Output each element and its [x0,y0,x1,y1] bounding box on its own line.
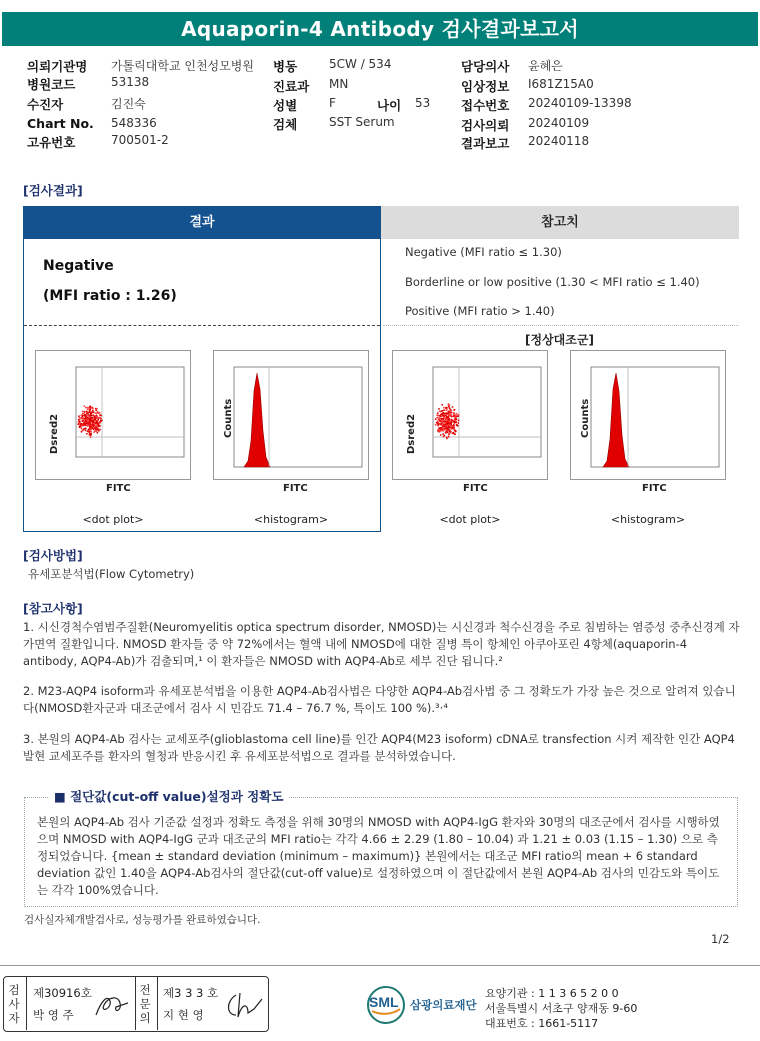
signature-box [3,976,269,1032]
scatter-dot [437,423,439,425]
patient-hist-xlabel: FITC [283,483,308,494]
scatter-dot [100,420,102,422]
scatter-dot [456,413,458,415]
specimen-label: 검체 [273,117,298,132]
scatter-dot [448,414,450,416]
scatter-dot [447,429,449,431]
scatter-dot [79,417,81,419]
ward-value: 5CW / 534 [329,57,392,71]
scatter-dot [451,426,453,428]
specimen-value: SST Serum [329,115,395,129]
scatter-dot [84,411,86,413]
hospital-code-value: 53138 [111,75,150,89]
scatter-dot [454,421,456,423]
scatter-dot [441,404,443,406]
scatter-dot [89,426,91,428]
receipt-value: 20240109-13398 [528,96,632,110]
scatter-dot [439,421,441,423]
notes-section-title: [참고사항] [23,601,83,616]
age-value: 53 [415,96,431,110]
scatter-dot [442,433,444,435]
scatter-dot [92,408,94,410]
unique-value: 700501-2 [111,133,169,147]
scatter-dot [92,424,94,426]
scatter-dot [88,431,90,433]
scatter-dot [97,432,99,434]
scatter-dot [445,418,447,420]
scatter-dot [91,419,93,421]
sex-value: F [329,96,336,110]
receipt-label: 접수번호 [461,98,510,113]
report-title: Aquaporin-4 Antibody 검사결과보고서 [2,12,758,46]
scatter-dot [435,424,437,426]
scatter-dot [84,418,86,420]
scatter-dot [86,411,88,413]
scatter-dot [439,427,441,429]
reviewer-name: 지 현 영 [163,1008,204,1022]
scatter-dot [454,433,456,435]
dept-value: MN [329,77,349,91]
scatter-dot [445,407,447,409]
scatter-dot [446,412,448,414]
scatter-dot [437,412,439,414]
scatter-dot [82,413,84,415]
reviewer-number: 제3 3 3 호 [163,986,219,1000]
clinical-label: 임상정보 [461,79,510,94]
patient-dot-caption: <dot plot> [82,513,144,526]
scatter-dot [446,438,448,440]
scatter-dot [437,414,439,416]
scatter-dot [82,429,84,431]
scatter-dot [450,422,452,424]
scatter-dot [451,419,453,421]
sex-label: 성별 [273,98,298,113]
scatter-dot [90,407,92,409]
scatter-dot [86,417,88,419]
patient-dot-ylabel: Dsred2 [49,413,60,454]
scatter-dot [453,424,455,426]
scatter-dot [86,414,88,416]
scatter-dot [440,424,442,426]
scatter-dot [88,429,90,431]
scatter-dot [456,424,458,426]
scatter-dot [82,420,84,422]
ref-borderline: Borderline or low positive (1.30 < MFI ratio ≤ 1.40) [405,275,700,289]
scatter-dot [82,410,84,412]
patient-label: 수진자 [27,97,64,112]
org-name: 삼광의료재단 [410,998,477,1012]
scatter-dot [96,420,98,422]
scatter-dot [93,423,95,425]
org-phone: 대표번호 : 1661-5117 [485,1017,599,1030]
scatter-dot [99,422,101,424]
scatter-dot [441,410,443,412]
hospital-code-label: 병원코드 [27,77,76,92]
scatter-dot [455,421,457,423]
control-hist-ylabel: Counts [580,398,591,438]
method-section-title: [검사방법] [23,548,83,563]
scatter-dot [93,431,95,433]
patient-histogram [213,350,369,480]
ref-negative: Negative (MFI ratio ≤ 1.30) [405,245,562,259]
scatter-dot [438,408,440,410]
validation-note: 검사실자체개발검사로, 성능평가를 완료하였습니다. [24,914,261,926]
scatter-dot [86,420,88,422]
scatter-dot [447,417,449,419]
scatter-dot [436,422,438,424]
scatter-dot [443,421,445,423]
control-dot-xlabel: FITC [463,483,488,494]
note-paragraph-1: 1. 시신경척수염범주질환(Neuromyelitis optica spectrum disorder, NMOSD)는 시신경과 척수신경을 주로 침범하는 염증성 중추신경계 자가면역 질환입니다. NMOSD 환자들 중 약 72%에서는 혈액 내에 NMOSD에 대한 질병 특이 항체인 아쿠아포린 4항체(aquaporin-4 antibody, AQP4-Ab)가 검출되며,¹ 이 환자들은 NMOSD with AQP4-Ab로 세부 진단 됩니다.² [23,620,740,668]
control-dot-caption: <dot plot> [439,513,501,526]
control-hist-xlabel: FITC [642,483,667,494]
scatter-dot [85,424,87,426]
scatter-dot [443,407,445,409]
cutoff-body: 본원의 AQP4-Ab 검사 기준값 설정과 정확도 측정을 위해 30명의 NMOSD with AQP4-IgG 환자와 30명의 대조군에서 검사를 시행하였으며 NMOSD with AQP4-IgG 군과 대조군의 MFI ratio는 각각 4.66 ± 2.29 (1.80 – 10.04) 과 1.21 ± 0.03 (1.15 – 1.30) 으로 측정되었습니다. {mean ± standard deviation (minimum – maximum)} 본원에서는 대조군 MFI ratio의 mean + 6 standard deviation 값인 1.40을 AQP4-Ab검사의 절단값(cut-off value)로 설정하였으며 이 절단값에서 본원 AQP4-Ab 검사의 민감도와 특이도는 각각 100%였습니다. [37,815,720,897]
scatter-dot [446,409,448,411]
method-text: 유세포분석법(Flow Cytometry) [28,567,195,581]
scatter-dot [87,413,89,415]
inspector-vertical-label: 검사자 [8,983,20,1025]
scatter-dot [435,418,437,420]
scatter-dot [442,418,444,420]
org-registration: 요양기관 : 1 1 3 6 5 2 0 0 [485,987,619,1000]
scatter-dot [447,423,449,425]
org-address: 서울특별시 서초구 양재동 9-60 [485,1002,638,1015]
result-section-title: [검사결과] [23,183,83,198]
scatter-dot [90,423,92,425]
unique-label: 고유번호 [27,135,76,150]
scatter-dot [448,412,450,414]
scatter-dot [438,417,440,419]
scatter-dot [443,427,445,429]
scatter-dot [454,409,456,411]
scatter-dot [85,407,87,409]
scatter-dot [442,412,444,414]
scatter-dot [448,434,450,436]
scatter-dot [95,409,97,411]
logo-text: SML [369,994,399,1010]
scatter-dot [447,431,449,433]
control-histogram [570,350,726,480]
patient-hist-ylabel: Counts [223,398,234,438]
scatter-dot [96,423,98,425]
scatter-dot [98,426,100,428]
control-histogram-graphic [571,351,727,481]
scatter-dot [449,421,451,423]
ward-label: 병동 [273,59,298,74]
scatter-dot [447,426,449,428]
scatter-dot [97,428,99,430]
scatter-dot [452,406,454,408]
scatter-dot [79,418,81,420]
scatter-dot [442,424,444,426]
institution-value: 가톨릭대학교 인천성모병원 [111,59,254,73]
scatter-dot [84,414,86,416]
institution-label: 의뢰기관명 [27,59,88,74]
scatter-dot [450,415,452,417]
patient-dot-cluster [77,405,103,438]
scatter-dot [98,430,100,432]
doctor-label: 담당의사 [461,59,510,74]
cutoff-title: ■ 절단값(cut-off value)설정과 정확도 [48,787,289,805]
scatter-dot [446,419,448,421]
scatter-dot [91,417,93,419]
scatter-dot [95,417,97,419]
doctor-value: 윤혜은 [528,59,563,73]
scatter-dot [80,414,82,416]
scatter-dot [443,429,445,431]
scatter-dot [87,409,89,411]
result-divider [24,325,380,326]
scatter-dot [439,410,441,412]
reference-header: 참고치 [381,206,739,239]
reviewer-vertical-label: 전문의 [139,983,151,1025]
note-paragraph-3: 3. 본원의 AQP4-Ab 검사는 교세포주(glioblastoma cell line)를 인간 AQP4(M23 isoform) cDNA로 transfection 시켜 제작한 인간 AQP4 발현 교세포주를 환자의 혈청과 반응시킨 후 유세포분석법으로 결과를 분석하였습니다. [23,732,735,763]
sml-logo [366,985,406,1025]
result-table [23,206,739,532]
scatter-dot [437,428,439,430]
scatter-dot [444,424,446,426]
inspector-name: 박 영 주 [33,1008,74,1022]
scatter-dot [92,421,94,423]
scatter-dot [438,419,440,421]
control-hist-caption: <histogram> [610,513,686,526]
sig-divider-1 [26,977,27,1030]
scatter-dot [448,404,450,406]
footer-divider [0,965,760,966]
scatter-dot [444,415,446,417]
result-header: 결과 [23,206,381,239]
scatter-dot [81,428,83,430]
scatter-dot [80,417,82,419]
sig-divider-2 [135,977,136,1030]
dept-label: 진료과 [273,79,310,94]
scatter-dot [439,415,441,417]
report-label: 결과보고 [461,136,510,151]
scatter-dot [92,414,94,416]
scatter-dot [445,431,447,433]
scatter-dot [454,430,456,432]
scatter-dot [457,422,459,424]
control-dot-cluster [435,403,460,439]
age-label: 나이 [377,98,402,113]
patient-hist-caption: <histogram> [253,513,329,526]
control-dot-ylabel: Dsred2 [406,413,417,454]
scatter-dot [452,428,454,430]
request-label: 검사의뢰 [461,118,510,133]
control-label: [정상대조군] [525,333,594,347]
scatter-dot [89,416,91,418]
patient-histogram-graphic [214,351,370,481]
scatter-dot [84,405,86,407]
scatter-dot [99,417,101,419]
scatter-dot [86,433,88,435]
scatter-dot [93,411,95,413]
scatter-dot [441,430,443,432]
scatter-dot [440,434,442,436]
scatter-dot [458,419,460,421]
scatter-dot [99,412,101,414]
scatter-dot [449,407,451,409]
scatter-dot [96,412,98,414]
patient-value: 김진숙 [111,97,146,111]
scatter-dot [449,432,451,434]
note-paragraph-2: 2. M23-AQP4 isoform과 유세포분석법을 이용한 AQP4-Ab검사법은 다양한 AQP4-Ab검사법 중 그 정확도가 가장 높은 것으로 알려져 있습니다(NMOSD환자군과 대조군에서 검사 시 민감도 71.4 – 76.7 %, 특이도 100 %).³·⁴ [23,684,736,715]
scatter-dot [89,434,91,436]
scatter-dot [458,414,460,416]
reference-divider [383,325,739,326]
clinical-value: I681Z15A0 [528,77,594,91]
inspector-number: 제30916호 [33,986,92,1000]
scatter-dot [95,430,97,432]
chart-label: Chart No. [27,116,94,131]
scatter-dot [94,427,96,429]
scatter-dot [79,425,81,427]
scatter-dot [99,414,101,416]
request-value: 20240109 [528,116,590,130]
sig-divider-3 [157,977,158,1030]
scatter-dot [452,432,454,434]
scatter-dot [90,412,92,414]
scatter-dot [88,423,90,425]
scatter-dot [98,417,100,419]
result-value: Negative [43,258,114,274]
report-value: 20240118 [528,134,590,148]
scatter-dot [93,416,95,418]
scatter-dot [450,411,452,413]
chart-value: 548336 [111,116,157,130]
scatter-dot [96,408,98,410]
scatter-dot [92,410,94,412]
scatter-dot [455,418,457,420]
scatter-dot [453,415,455,417]
ref-positive: Positive (MFI ratio > 1.40) [405,304,555,318]
scatter-dot [85,430,87,432]
scatter-dot [90,429,92,431]
scatter-dot [87,425,89,427]
scatter-dot [443,409,445,411]
scatter-dot [445,429,447,431]
scatter-dot [89,408,91,410]
scatter-dot [83,423,85,425]
scatter-dot [78,422,80,424]
inspector-signature [92,991,132,1021]
scatter-dot [96,416,98,418]
patient-dot-xlabel: FITC [106,483,131,494]
scatter-dot [90,436,92,438]
scatter-dot [436,417,438,419]
page-number: 1/2 [711,932,730,946]
scatter-dot [93,428,95,430]
scatter-dot [448,436,450,438]
mfi-ratio: (MFI ratio : 1.26) [43,288,177,304]
scatter-dot [450,424,452,426]
reviewer-signature [222,989,266,1021]
scatter-dot [443,435,445,437]
scatter-dot [449,430,451,432]
